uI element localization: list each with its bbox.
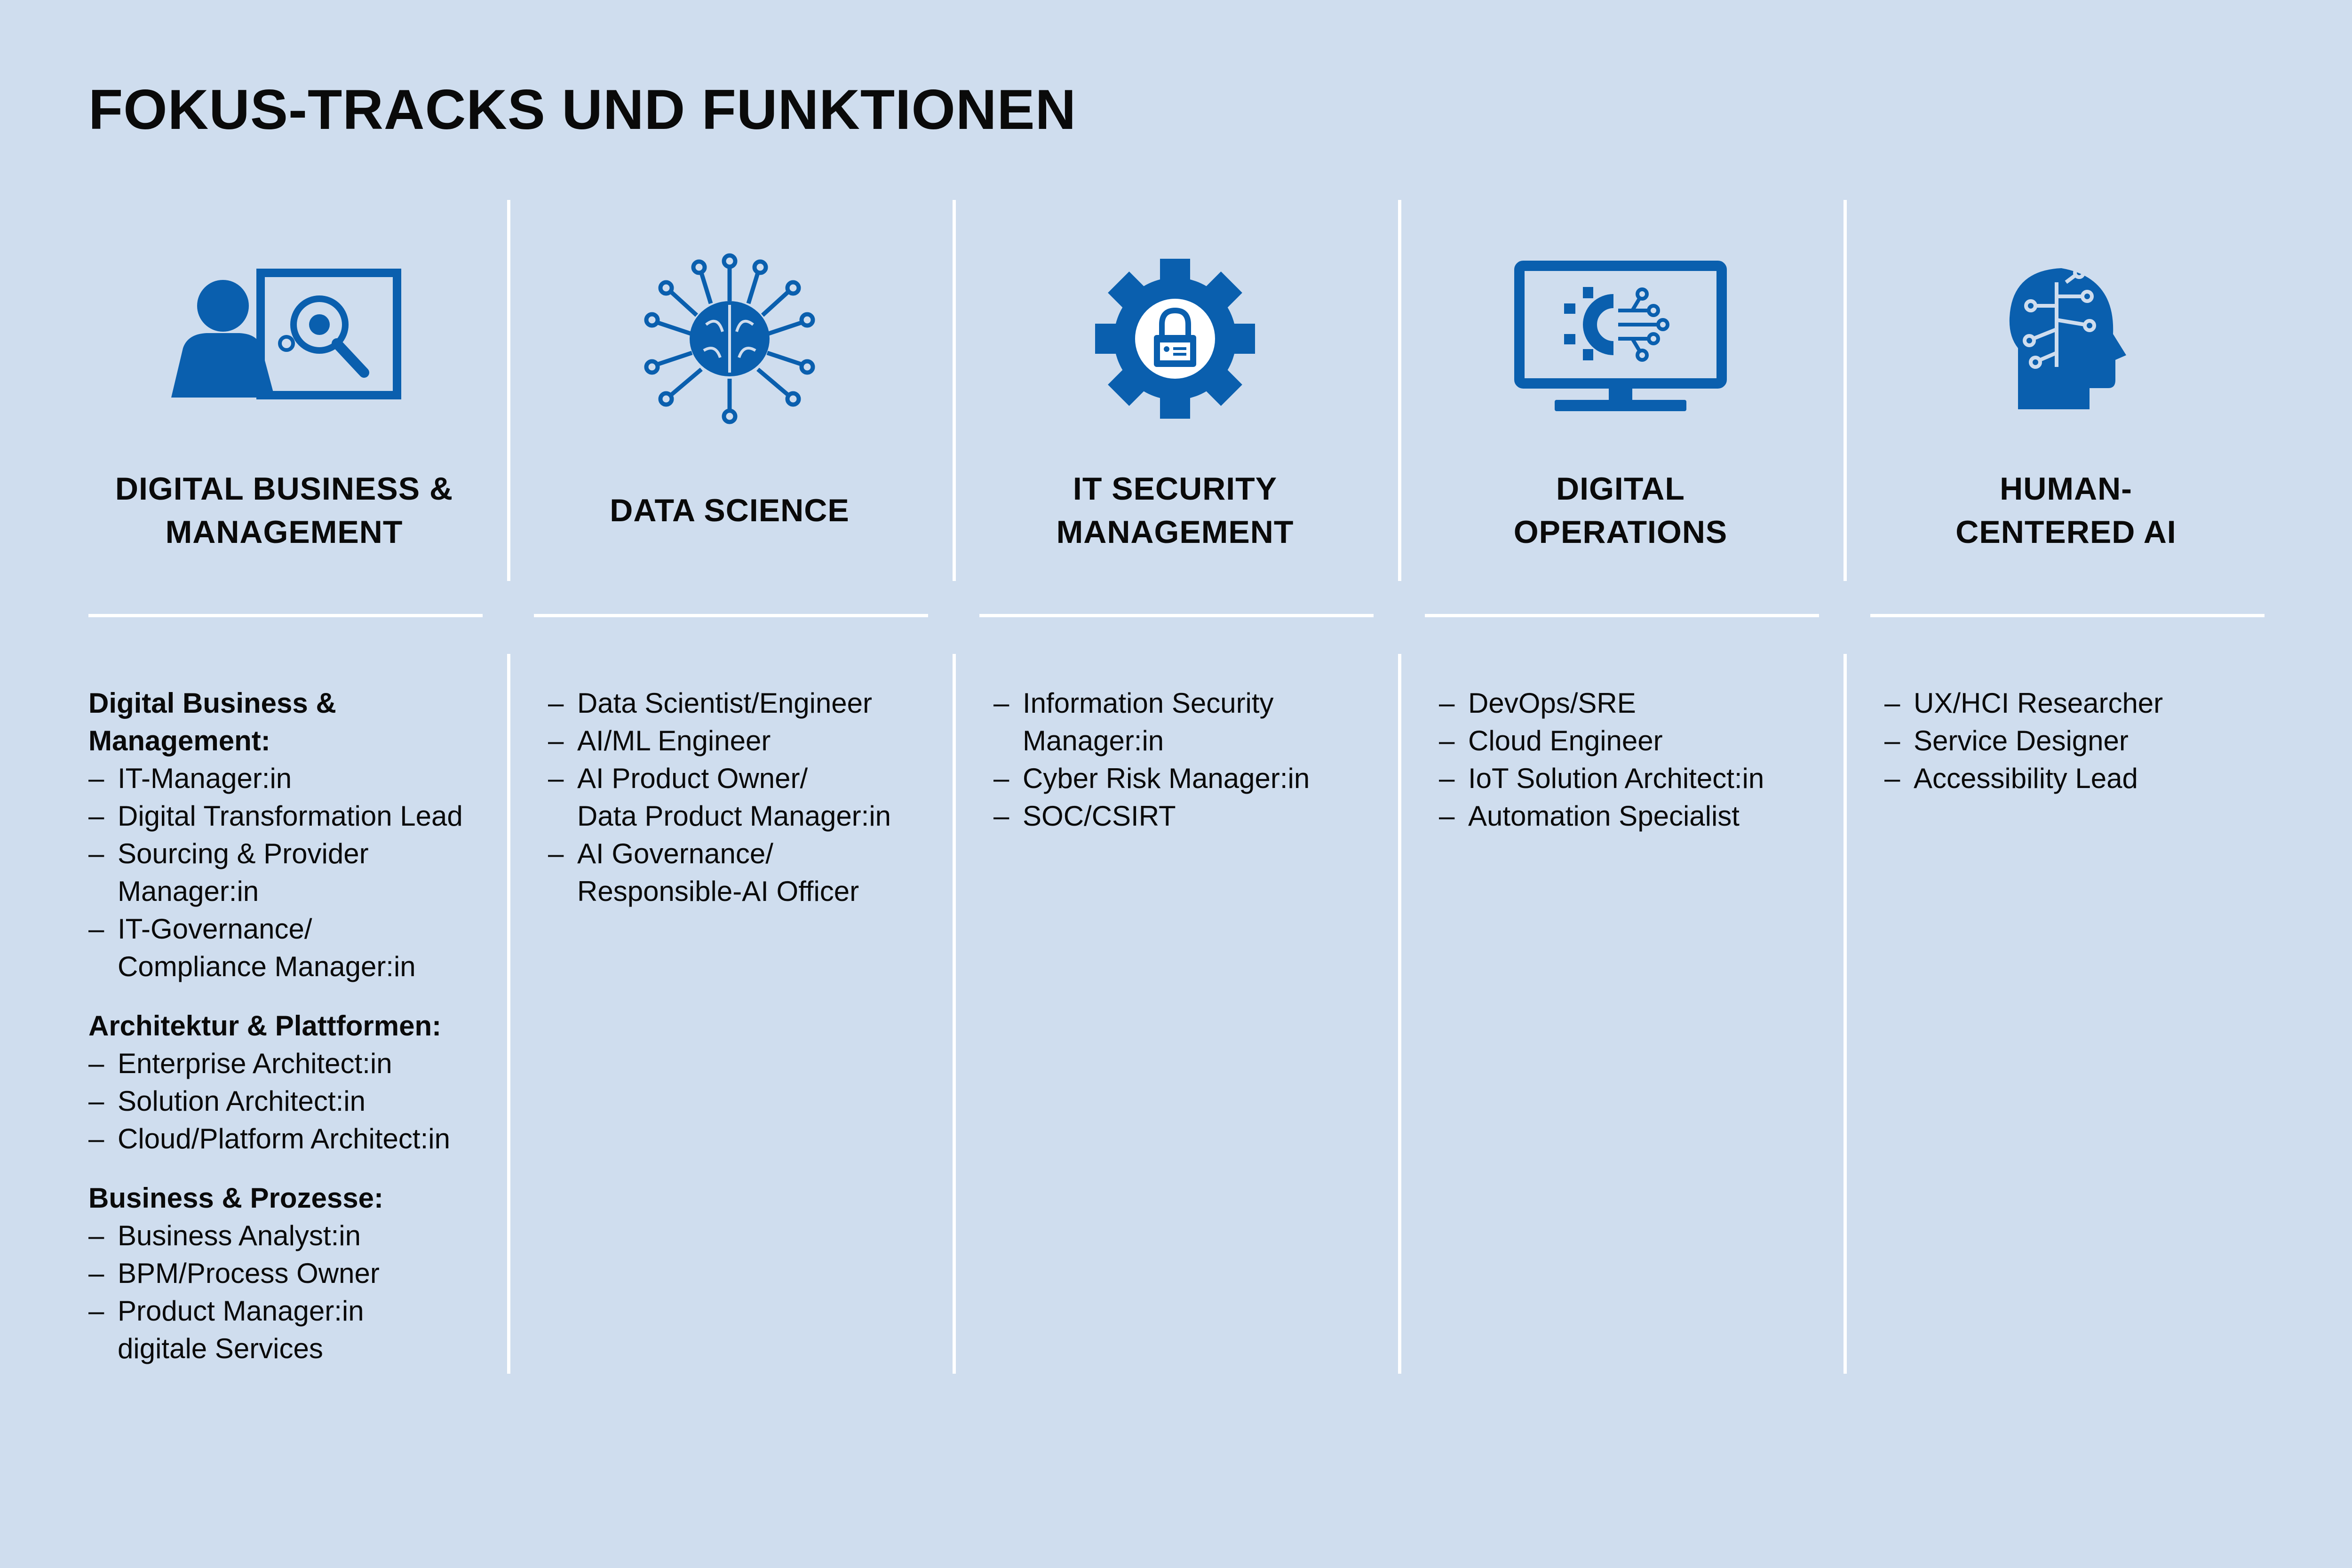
section-divider — [88, 614, 483, 617]
role-item: – Cyber Risk Manager:in — [993, 760, 1403, 797]
role-item: – AI Product Owner/ Data Product Manager:in — [548, 760, 957, 835]
section-divider — [534, 614, 928, 617]
role-item: – Information Security Manager:in — [993, 685, 1403, 760]
role-item: – BPM/Process Owner — [88, 1255, 498, 1292]
role-item: – DevOps/SRE — [1439, 685, 1848, 722]
track-heading-it-security: IT SECURITY MANAGEMENT — [1056, 471, 1294, 550]
role-item: – Cloud/Platform Architect:in — [88, 1120, 498, 1158]
track-heading-digital-operations: DIGITAL OPERATIONS — [1513, 471, 1728, 550]
role-item: – Digital Transformation Lead — [88, 797, 498, 835]
gear-lock-icon — [1090, 254, 1260, 423]
track-roles-it-security — [993, 685, 1403, 857]
role-item: – IT-Governance/ Compliance Manager:in — [88, 910, 498, 986]
role-group — [993, 685, 1403, 835]
role-item: – Product Manager:in digitale Services — [88, 1292, 498, 1368]
role-group — [88, 685, 498, 986]
role-group — [88, 1007, 498, 1158]
role-group-title: Architektur & Plattformen: — [88, 1010, 442, 1042]
role-item: – Sourcing & Provider Manager:in — [88, 835, 498, 910]
track-roles-digital-operations — [1439, 685, 1848, 857]
role-item: – SOC/CSIRT — [993, 797, 1403, 835]
role-group — [548, 685, 957, 910]
ai-head-icon — [1995, 259, 2137, 419]
role-item: – AI/ML Engineer — [548, 722, 957, 760]
page-title: FOKUS-TRACKS UND FUNKTIONEN — [88, 78, 1077, 141]
role-item: – Solution Architect:in — [88, 1082, 498, 1120]
role-group-title: Business & Prozesse: — [88, 1182, 383, 1214]
role-item: – IoT Solution Architect:in — [1439, 760, 1848, 797]
track-roles-digital-business — [88, 685, 498, 1389]
role-item: – Business Analyst:in — [88, 1217, 498, 1255]
role-group — [1884, 685, 2294, 797]
role-item: – AI Governance/ Responsible-AI Officer — [548, 835, 957, 910]
section-divider — [1425, 614, 1819, 617]
track-heading-human-centered-ai: HUMAN- CENTERED AI — [1955, 471, 2177, 550]
track-icon-digital-operations — [1398, 249, 1843, 428]
role-item: – Enterprise Architect:in — [88, 1045, 498, 1082]
role-item: – Automation Specialist — [1439, 797, 1848, 835]
track-heading-digital-business: DIGITAL BUSINESS & MANAGEMENT — [115, 471, 453, 550]
section-divider — [1870, 614, 2265, 617]
role-group-title: Digital Business & Management: — [88, 687, 336, 756]
role-item: – Data Scientist/Engineer — [548, 685, 957, 722]
presenter-analytics-icon — [162, 268, 406, 409]
column-divider — [507, 654, 510, 1374]
role-item: – UX/HCI Researcher — [1884, 685, 2294, 722]
monitor-gear-icon — [1512, 259, 1729, 419]
track-heading-data-science: DATA SCIENCE — [610, 493, 850, 528]
track-icon-it-security — [952, 249, 1398, 428]
track-roles-data-science — [548, 685, 957, 932]
track-icon-data-science — [507, 249, 953, 428]
role-item: – Service Designer — [1884, 722, 2294, 760]
track-icon-human-centered-ai — [1843, 249, 2289, 428]
role-item: – Accessibility Lead — [1884, 760, 2294, 797]
role-group — [1439, 685, 1848, 835]
neural-brain-icon — [636, 245, 824, 433]
section-divider — [979, 614, 1374, 617]
role-group — [88, 1179, 498, 1368]
track-roles-human-centered-ai — [1884, 685, 2294, 819]
role-item: – Cloud Engineer — [1439, 722, 1848, 760]
role-item: – IT-Manager:in — [88, 760, 498, 797]
track-icon-digital-business — [61, 249, 507, 428]
